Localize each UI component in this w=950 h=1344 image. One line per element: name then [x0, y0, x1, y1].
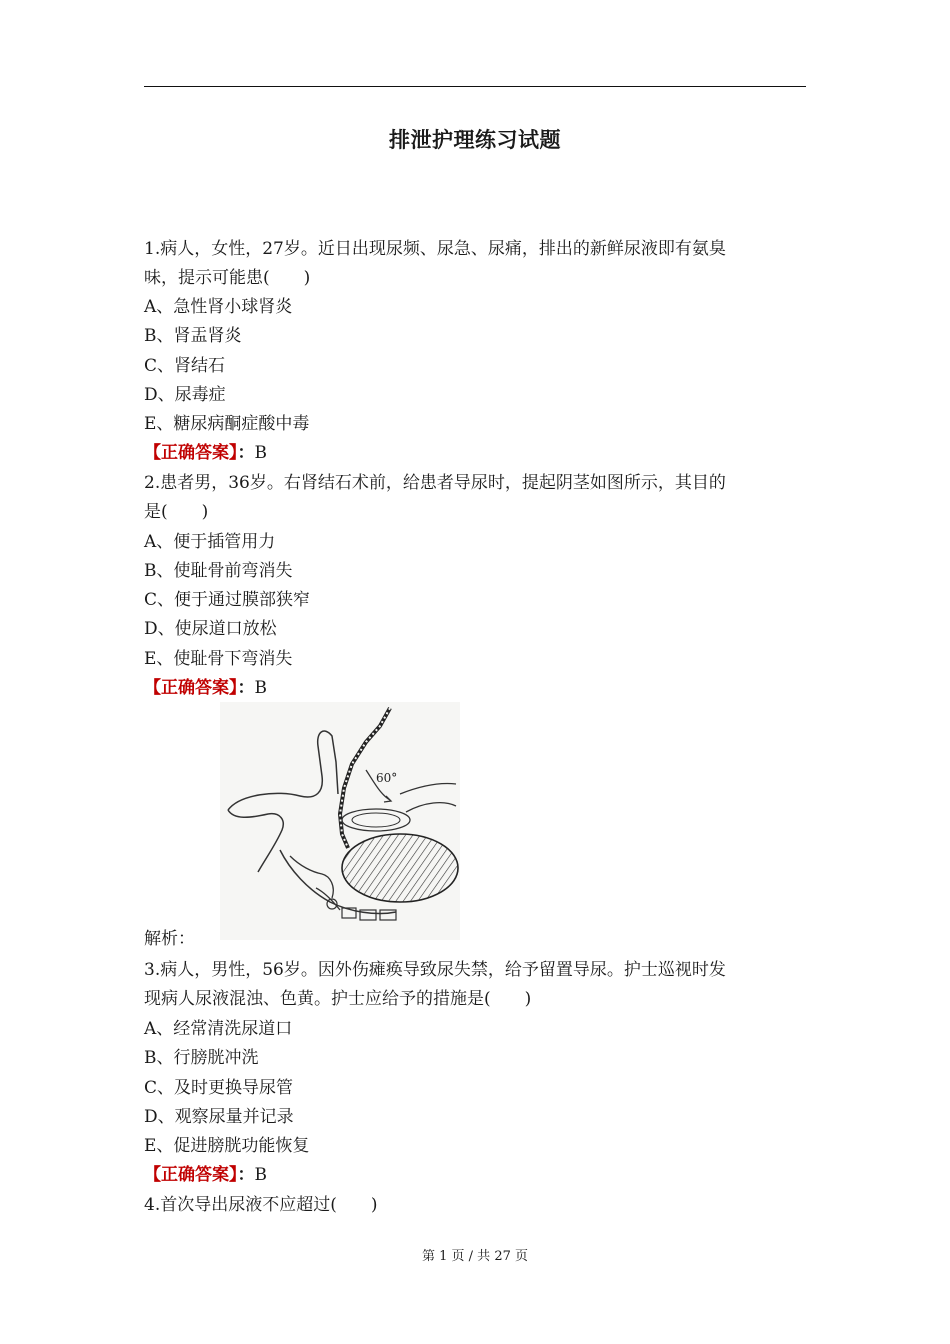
question-3-option-b: B、行膀胱冲洗	[144, 1048, 259, 1068]
question-1-option-b: B、肾盂肾炎	[144, 326, 242, 346]
question-3-option-c: C、及时更换导尿管	[144, 1078, 294, 1098]
question-2-option-e: E、使耻骨下弯消失	[144, 649, 293, 669]
question-3-stem-line-2: 现病人尿液混浊、色黄。护士应给予的措施是( )	[144, 989, 532, 1009]
answer-colon: ：	[237, 443, 255, 463]
question-2-answer	[144, 677, 267, 699]
question-3-option-d: D、观察尿量并记录	[144, 1107, 294, 1127]
question-1-answer	[144, 442, 267, 464]
answer-value: B	[254, 443, 267, 463]
question-3-answer	[144, 1164, 267, 1186]
question-2-stem-line-2: 是( )	[144, 502, 209, 522]
answer-label: 【正确答案】	[144, 1165, 238, 1185]
question-2-option-d: D、使尿道口放松	[144, 619, 277, 639]
question-1-option-a: A、急性肾小球肾炎	[144, 297, 293, 317]
document-title: 排泄护理练习试题	[389, 128, 561, 152]
angle-label: 60°	[376, 771, 398, 785]
anatomy-diagram	[220, 702, 460, 940]
page-footer: 第 1 页 / 共 27 页	[422, 1249, 528, 1264]
answer-colon: ：	[237, 678, 255, 698]
answer-colon: ：	[237, 1165, 255, 1185]
question-2-stem-line-1: 2.患者男，36岁。右肾结石术前，给患者导尿时，提起阴茎如图所示，其目的	[144, 473, 726, 493]
catheterization-figure	[220, 702, 460, 940]
question-3-stem-line-1: 3.病人，男性，56岁。因外伤瘫痪导致尿失禁，给予留置导尿。护士巡视时发	[144, 960, 726, 980]
answer-value: B	[254, 1165, 267, 1185]
question-1-option-c: C、肾结石	[144, 356, 226, 376]
answer-value: B	[254, 678, 267, 698]
top-rule	[144, 86, 806, 87]
question-2-option-b: B、使耻骨前弯消失	[144, 561, 293, 581]
question-1-stem-line-1: 1.病人，女性，27岁。近日出现尿频、尿急、尿痛，排出的新鲜尿液即有氨臭	[144, 239, 726, 259]
question-2-option-c: C、便于通过膜部狭窄	[144, 590, 311, 610]
question-3-option-e: E、促进膀胱功能恢复	[144, 1136, 310, 1156]
question-1-stem-line-2: 味，提示可能患( )	[144, 268, 311, 288]
question-1-option-d: D、尿毒症	[144, 385, 226, 405]
answer-label: 【正确答案】	[144, 678, 238, 698]
question-2-option-a: A、便于插管用力	[144, 532, 276, 552]
question-3-option-a: A、经常清洗尿道口	[144, 1019, 293, 1039]
question-2-explanation: 解析：	[144, 929, 195, 949]
answer-label: 【正确答案】	[144, 443, 238, 463]
question-1-option-e: E、糖尿病酮症酸中毒	[144, 414, 310, 434]
question-4-stem-line-1: 4.首次导出尿液不应超过( )	[144, 1195, 378, 1215]
